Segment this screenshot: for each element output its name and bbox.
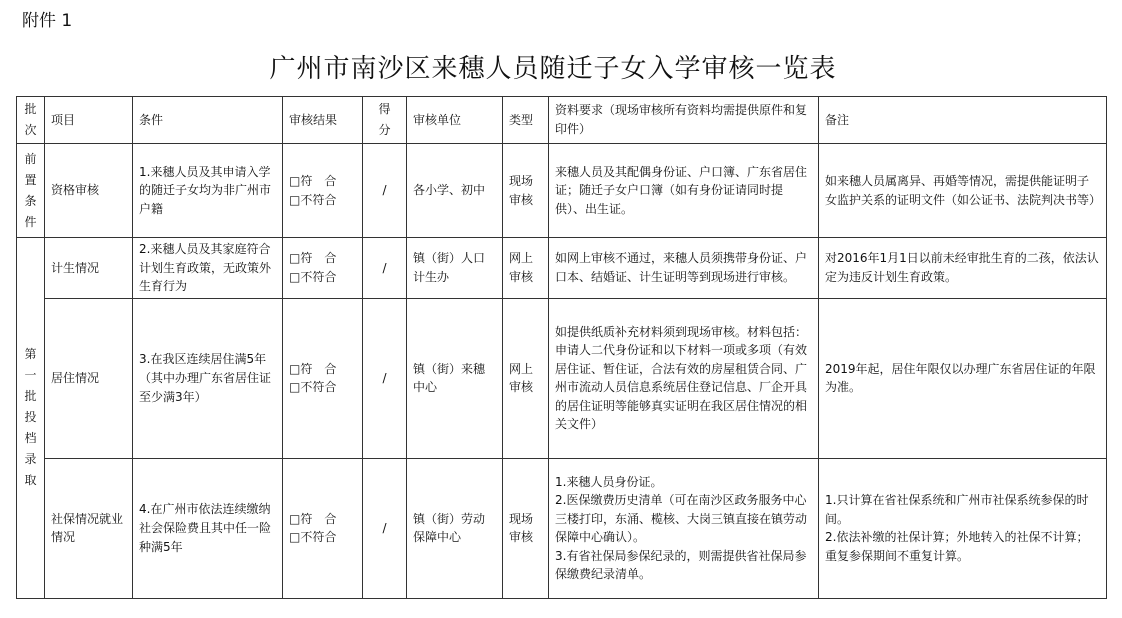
remark-item: 2.依法补缴的社保计算；外地转入的社保不计算；重复参保期间不重复计算。: [825, 530, 1089, 563]
table-row: [17, 298, 1107, 458]
row-project: 资格审核: [45, 144, 133, 238]
option-yes-checkbox[interactable]: □符 合: [289, 361, 337, 376]
row-materials: 如提供纸质补充材料须到现场审核。材料包括：申请人二代身份证和以下材料一项或多项（有效居住证、暂住证，合法有效的房屋租赁合同、广州市流动人员信息系统居住登记信息、厂企开具的居住证明等能够真实证明在我区居住情况的相关文件）: [549, 298, 819, 458]
option-no-checkbox[interactable]: □不符合: [289, 192, 337, 207]
row-score: /: [363, 458, 407, 598]
table-row: [17, 458, 1107, 598]
row-score: /: [363, 144, 407, 238]
material-item: 2.医保缴费历史清单（可在南沙区政务服务中心三楼打印，东涌、榄核、大岗三镇直接在镇劳动保障中心确认）。: [555, 493, 808, 545]
header-materials: 资料要求（现场审核所有资料均需提供原件和复印件）: [549, 97, 819, 144]
page-title: 广州市南沙区来穗人员随迁子女入学审核一览表: [269, 54, 837, 84]
row-type: 现场审核: [503, 458, 549, 598]
row-result: [283, 298, 363, 458]
material-item: 3.有省社保局参保纪录的，则需提供省社保局参保缴费纪录清单。: [555, 548, 807, 582]
header-type: 类型: [503, 97, 549, 144]
row-condition: 3.在我区连续居住满5年（其中办理广东省居住证至少满3年）: [133, 298, 283, 458]
row-remarks: [819, 458, 1107, 598]
header-condition: 条件: [133, 97, 283, 144]
table-row: [17, 238, 1107, 299]
row-materials: 如网上审核不通过，来穗人员须携带身份证、户口本、结婚证、计生证明等到现场进行审核。: [549, 238, 819, 299]
batch-first: 第 一 批 投 档 录 取: [17, 238, 45, 599]
option-yes-checkbox[interactable]: □符 合: [289, 511, 337, 526]
header-result: 审核结果: [283, 97, 363, 144]
row-project: 居住情况: [45, 298, 133, 458]
row-materials: [549, 458, 819, 598]
row-score: /: [363, 238, 407, 299]
option-no-checkbox[interactable]: □不符合: [289, 269, 337, 284]
row-unit: 镇（街）人口计生办: [407, 238, 503, 299]
row-unit: 镇（街）来穗中心: [407, 298, 503, 458]
header-batch: 批 次: [17, 97, 45, 144]
row-score: /: [363, 298, 407, 458]
row-materials: 来穗人员及其配偶身份证、户口簿、广东省居住证；随迁子女户口簿（如有身份证请同时提供）、出生证。: [549, 144, 819, 238]
row-unit: 镇（街）劳动保障中心: [407, 458, 503, 598]
table-row: [17, 144, 1107, 238]
row-result: [283, 238, 363, 299]
row-type: 现场审核: [503, 144, 549, 238]
row-remarks: 如来穗人员属离异、再婚等情况，需提供能证明子女监护关系的证明文件（如公证书、法院判决书等）: [819, 144, 1107, 238]
row-condition: 4.在广州市依法连续缴纳社会保险费且其中任一险种满5年: [133, 458, 283, 598]
row-result: [283, 458, 363, 598]
option-no-checkbox[interactable]: □不符合: [289, 530, 337, 545]
audit-table: [16, 96, 1107, 599]
row-project: 社保情况就业情况: [45, 458, 133, 598]
row-unit: 各小学、初中: [407, 144, 503, 238]
option-no-checkbox[interactable]: □不符合: [289, 380, 337, 395]
header-project: 项目: [45, 97, 133, 144]
row-result: [283, 144, 363, 238]
remark-item: 1.只计算在省社保系统和广州市社保系统参保的时间。: [825, 493, 1089, 526]
row-condition: 2.来穗人员及其家庭符合计划生育政策，无政策外生育行为: [133, 238, 283, 299]
header-unit: 审核单位: [407, 97, 503, 144]
row-project: 计生情况: [45, 238, 133, 299]
row-remarks: 对2016年1月1日以前未经审批生育的二孩，依法认定为违反计划生育政策。: [819, 238, 1107, 299]
material-item: 1.来穗人员身份证。: [555, 474, 663, 489]
option-yes-checkbox[interactable]: □符 合: [289, 251, 337, 266]
row-remarks: 2019年起，居住年限仅以办理广东省居住证的年限为准。: [819, 298, 1107, 458]
row-type: 网上审核: [503, 298, 549, 458]
batch-pre: 前 置 条 件: [17, 144, 45, 238]
table-header-row: [17, 97, 1107, 144]
header-score: 得 分: [363, 97, 407, 144]
row-condition: 1.来穗人员及其申请入学的随迁子女均为非广州市户籍: [133, 144, 283, 238]
attachment-label: 附件 1: [22, 11, 73, 31]
row-type: 网上审核: [503, 238, 549, 299]
header-remarks: 备注: [819, 97, 1107, 144]
option-yes-checkbox[interactable]: □符 合: [289, 173, 337, 188]
